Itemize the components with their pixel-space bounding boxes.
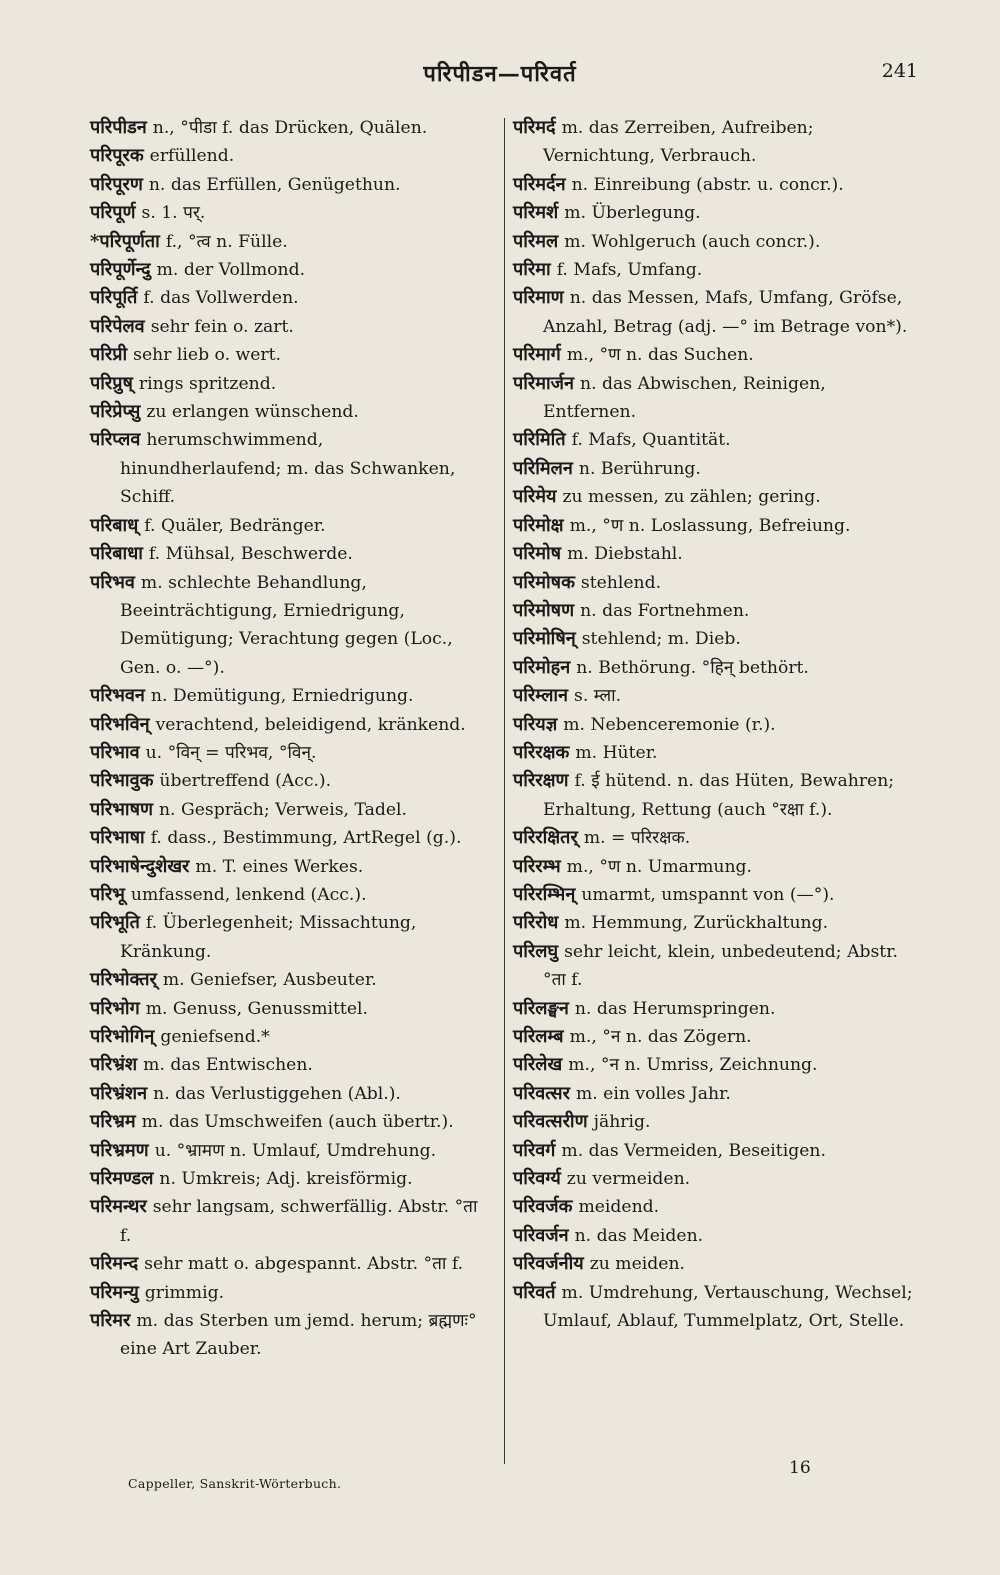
- dictionary-entry: [513, 171, 921, 199]
- entry-definition: sehr langsam, schwerfällig. Abstr. °ता f.: [120, 1197, 478, 1246]
- entry-headword: परिभोगिन्: [90, 1026, 155, 1047]
- entry-headword: परिभ्रंश: [90, 1054, 138, 1076]
- entry-definition: m. Hüter.: [575, 742, 658, 763]
- entry-definition: m. das Vermeiden, Beseitigen.: [561, 1140, 826, 1161]
- entry-headword: परिमोषिन्: [513, 628, 576, 650]
- dictionary-entry: [513, 1279, 921, 1336]
- dictionary-entry: [513, 540, 921, 568]
- entry-definition: n. Berührung.: [578, 458, 701, 479]
- publisher-imprint: Cappeller, Sanskrit-Wörterbuch.: [128, 1476, 342, 1491]
- dictionary-entry: [90, 796, 490, 824]
- entry-definition: stehlend.: [580, 572, 662, 593]
- entry-definition: m. Überlegung.: [564, 203, 701, 224]
- entry-definition: m., °ण n. das Suchen.: [566, 345, 754, 366]
- dictionary-entry: [90, 228, 490, 256]
- dictionary-entry: [90, 1023, 490, 1051]
- column-divider: [504, 118, 505, 1464]
- entry-headword: परिवर्जनीय: [513, 1253, 584, 1275]
- entry-headword: परिभावुक: [90, 770, 154, 792]
- dictionary-entry: [513, 512, 921, 540]
- entry-headword: परिप्री: [90, 344, 128, 366]
- entry-definition: n. das Erfüllen, Genügethun.: [148, 174, 401, 195]
- entry-headword: परिरक्षण: [513, 770, 569, 792]
- entry-headword: परिमर्दन: [513, 173, 566, 195]
- entry-headword: परिवर्ग्य: [513, 1168, 561, 1190]
- entry-definition: sehr lieb o. wert.: [133, 345, 281, 366]
- entry-headword: परिवत्सरीण: [513, 1111, 588, 1133]
- entry-headword: परिमिलन: [513, 457, 573, 479]
- left-column: [90, 114, 490, 1364]
- signature-mark: 16: [789, 1458, 811, 1478]
- entry-definition: n. Demütigung, Erniedrigung.: [150, 686, 414, 707]
- entry-headword: परिरक्षक: [513, 741, 570, 763]
- dictionary-entry: [90, 1108, 490, 1136]
- entry-definition: n., °पीडा f. das Drücken, Quälen.: [152, 118, 428, 138]
- entry-definition: m., °ण n. Loslassung, Befreiung.: [569, 515, 851, 536]
- entry-headword: परिवर्ग: [513, 1139, 556, 1161]
- entry-definition: f. Mafs, Quantität.: [571, 430, 731, 451]
- dictionary-entry: [90, 370, 490, 398]
- dictionary-entry: [513, 1250, 921, 1278]
- entry-headword: परिपीडन: [90, 117, 147, 138]
- dictionary-entry: [513, 1023, 921, 1051]
- entry-headword: परिमाण: [513, 287, 564, 309]
- entry-definition: erfüllend.: [149, 146, 235, 167]
- dictionary-entry: [90, 1307, 490, 1364]
- entry-headword: परिमोहन: [513, 656, 571, 678]
- entry-headword: परिम्लान: [513, 685, 569, 707]
- entry-definition: f. dass., Bestimmung, ArtRegel (g.).: [150, 828, 462, 849]
- dictionary-entry: [90, 739, 490, 767]
- entry-headword: परिमार्जन: [513, 372, 575, 394]
- dictionary-entry: [513, 426, 921, 454]
- entry-headword: परिरक्षितर्: [513, 827, 578, 849]
- running-head: परिपीडन—परिवर्त: [423, 61, 577, 87]
- dictionary-entry: [90, 512, 490, 540]
- dictionary-entry: [90, 569, 490, 683]
- entry-definition: f. ई hütend. n. das Hüten, Bewahren; Erhaltung, Rettung (auch °रक्षा f.).: [543, 771, 895, 820]
- entry-definition: n. Umkreis; Adj. kreisförmig.: [159, 1169, 413, 1190]
- dictionary-entry: [90, 966, 490, 994]
- entry-headword: परिमल: [513, 230, 559, 252]
- entry-headword: परिबाध्: [90, 514, 139, 536]
- dictionary-entry: [513, 853, 921, 881]
- dictionary-entry: [513, 682, 921, 710]
- entry-headword: परिभोक्तर्: [90, 969, 157, 991]
- dictionary-entry: [513, 284, 921, 341]
- entry-headword: परिलेख: [513, 1054, 563, 1076]
- dictionary-entry: [90, 909, 490, 966]
- entry-headword: परिरम्भिन्: [513, 883, 576, 905]
- page-number: 241: [881, 60, 918, 82]
- entry-definition: zu erlangen wünschend.: [146, 402, 359, 423]
- entry-definition: n. das Meiden.: [574, 1225, 704, 1246]
- entry-definition: m., °न n. das Zögern.: [569, 1027, 752, 1047]
- entry-headword: परिवर्जक: [513, 1196, 573, 1218]
- entry-headword: परिमन्यु: [90, 1281, 139, 1303]
- entry-headword: परिपूर्ति: [90, 287, 138, 309]
- entry-headword: परिपूरण: [90, 173, 143, 195]
- entry-definition: m., °ण n. Umarmung.: [566, 856, 752, 877]
- dictionary-entry: [513, 625, 921, 653]
- entry-definition: stehlend; m. Dieb.: [581, 629, 741, 650]
- entry-headword: परिप्लव: [90, 429, 141, 451]
- entry-definition: m. das Umschweifen (auch übertr.).: [141, 1112, 454, 1133]
- dictionary-entry: [513, 909, 921, 937]
- entry-definition: f. Überlegenheit; Missachtung, Kränkung.: [120, 913, 417, 962]
- dictionary-entry: [90, 1165, 490, 1193]
- entry-headword: परिपूरक: [90, 145, 144, 167]
- entry-definition: m. ein volles Jahr.: [575, 1083, 731, 1104]
- entry-definition: m., °न n. Umriss, Zeichnung.: [568, 1055, 818, 1076]
- entry-definition: m. Umdrehung, Vertauschung, Wechsel; Umlauf, Ablauf, Tummelplatz, Ort, Stelle.: [543, 1282, 913, 1332]
- entry-definition: umarmt, umspannt von (—°).: [581, 884, 835, 905]
- entry-definition: s. 1. पर्.: [141, 203, 206, 224]
- dictionary-entry: [90, 256, 490, 284]
- entry-headword: परिलङ्घन: [513, 997, 569, 1019]
- dictionary-entry: [90, 1279, 490, 1307]
- entry-definition: n. das Herumspringen.: [574, 998, 776, 1019]
- entry-headword: परिमर्द: [513, 117, 556, 138]
- dictionary-entry: [513, 1222, 921, 1250]
- entry-definition: n. das Fortnehmen.: [580, 600, 750, 621]
- dictionary-entry: [513, 1193, 921, 1221]
- entry-definition: sehr leicht, klein, unbedeutend; Abstr. °ता f.: [543, 941, 898, 991]
- dictionary-entry: [513, 455, 921, 483]
- entry-definition: u. °भ्रामण n. Umlauf, Umdrehung.: [154, 1140, 437, 1161]
- entry-definition: n. das Abwischen, Reinigen, Entfernen.: [543, 373, 826, 423]
- entry-headword: परिमेय: [513, 486, 557, 508]
- entry-definition: m. der Vollmond.: [156, 260, 306, 281]
- dictionary-entry: [513, 654, 921, 682]
- entry-definition: n. das Verlustiggehen (Abl.).: [153, 1083, 401, 1104]
- dictionary-entry: [90, 1193, 490, 1250]
- dictionary-entry: [90, 1137, 490, 1165]
- entry-definition: n. das Messen, Mafs, Umfang, Gröfse, Anzahl, Betrag (adj. —° im Betrage von*).: [543, 288, 908, 337]
- dictionary-entry: [513, 881, 921, 909]
- entry-headword: परिबाधा: [90, 543, 143, 565]
- dictionary-entry: [90, 341, 490, 369]
- entry-headword: परिमर्श: [513, 202, 559, 224]
- dictionary-entry: [90, 398, 490, 426]
- dictionary-entry: [513, 1080, 921, 1108]
- dictionary-entry: [90, 199, 490, 227]
- entry-headword: *परिपूर्णता: [90, 230, 160, 252]
- entry-definition: m. = परिरक्षक.: [583, 828, 691, 849]
- dictionary-entry: [90, 824, 490, 852]
- entry-definition: zu meiden.: [589, 1254, 685, 1275]
- dictionary-entry: [90, 1250, 490, 1278]
- entry-headword: परिवर्जन: [513, 1224, 569, 1246]
- dictionary-entry: [513, 739, 921, 767]
- entry-headword: परिभाषेन्दुशेखर: [90, 855, 190, 877]
- entry-definition: f., °त्व n. Fülle.: [165, 231, 288, 252]
- entry-definition: sehr matt o. abgespannt. Abstr. °ता f.: [144, 1254, 464, 1275]
- entry-definition: m. Geniefser, Ausbeuter.: [162, 970, 377, 991]
- entry-headword: परिमिति: [513, 429, 566, 451]
- entry-headword: परिमोष: [513, 543, 562, 565]
- entry-definition: übertreffend (Acc.).: [159, 771, 332, 792]
- entry-headword: परिवर्त: [513, 1281, 556, 1303]
- dictionary-entry: [513, 1051, 921, 1079]
- right-column: [513, 114, 921, 1335]
- dictionary-entry: [90, 114, 490, 142]
- entry-headword: परिरम्भ: [513, 855, 561, 877]
- entry-definition: n. Gespräch; Verweis, Tadel.: [158, 799, 407, 820]
- dictionary-entry: [513, 199, 921, 227]
- dictionary-entry: [90, 171, 490, 199]
- dictionary-entry: [513, 711, 921, 739]
- entry-headword: परिभव: [90, 571, 135, 593]
- entry-headword: परिवत्सर: [513, 1082, 570, 1104]
- entry-definition: u. °विन् = परिभव, °विन्.: [145, 742, 317, 763]
- dictionary-entry: [90, 767, 490, 795]
- entry-definition: jährig.: [593, 1112, 651, 1133]
- dictionary-entry: [513, 256, 921, 284]
- entry-definition: umfassend, lenkend (Acc.).: [130, 884, 367, 905]
- entry-headword: परिपेलव: [90, 315, 145, 337]
- entry-definition: grimmig.: [144, 1282, 225, 1303]
- entry-definition: zu messen, zu zählen; gering.: [562, 487, 821, 508]
- entry-headword: परिप्रेप्सु: [90, 401, 141, 423]
- dictionary-entry: [513, 228, 921, 256]
- entry-definition: m. Nebenceremonie (r.).: [563, 714, 776, 735]
- entry-definition: m. das Entwischen.: [143, 1055, 313, 1076]
- dictionary-entry: [513, 767, 921, 824]
- entry-headword: परिपूर्ण: [90, 202, 136, 224]
- entry-headword: परिभूति: [90, 912, 140, 934]
- entry-headword: परिमोषक: [513, 571, 575, 593]
- entry-headword: परिमा: [513, 259, 551, 281]
- dictionary-entry: [513, 824, 921, 852]
- entry-headword: परिभू: [90, 883, 125, 905]
- entry-headword: परिभविन्: [90, 713, 150, 735]
- entry-headword: परिमन्थर: [90, 1196, 147, 1218]
- entry-headword: परिमन्द: [90, 1253, 139, 1275]
- entry-definition: sehr fein o. zart.: [150, 316, 294, 337]
- entry-definition: m. das Zerreiben, Aufreiben; Vernichtung, Verbrauch.: [543, 118, 814, 167]
- dictionary-entry: [90, 313, 490, 341]
- dictionary-entry: [90, 853, 490, 881]
- dictionary-entry: [513, 995, 921, 1023]
- dictionary-entry: [513, 569, 921, 597]
- entry-headword: परिमोक्ष: [513, 514, 564, 536]
- entry-definition: m. das Sterben um jemd. herum; ब्रह्मणः° eine Art Zauber.: [120, 1311, 477, 1360]
- entry-definition: m. Genuss, Genussmittel.: [145, 998, 368, 1019]
- dictionary-entry: [513, 114, 921, 171]
- entry-definition: f. das Vollwerden.: [143, 288, 299, 309]
- dictionary-entry: [513, 1108, 921, 1136]
- dictionary-entry: [90, 426, 490, 511]
- dictionary-entry: [90, 142, 490, 170]
- dictionary-entry: [513, 1137, 921, 1165]
- dictionary-entry: [513, 370, 921, 427]
- entry-definition: verachtend, beleidigend, kränkend.: [155, 714, 466, 735]
- entry-headword: परिलम्ब: [513, 1026, 564, 1047]
- dictionary-entry: [90, 284, 490, 312]
- entry-headword: परिरोध: [513, 912, 559, 934]
- dictionary-entry: [90, 1051, 490, 1079]
- entry-definition: f. Mühsal, Beschwerde.: [148, 544, 353, 565]
- entry-headword: परिभवन: [90, 685, 145, 707]
- dictionary-entry: [90, 682, 490, 710]
- entry-headword: परिभ्रंशन: [90, 1082, 148, 1104]
- entry-definition: m. Diebstahl.: [567, 544, 683, 565]
- entry-definition: rings spritzend.: [138, 373, 277, 394]
- entry-headword: परिभाषा: [90, 827, 145, 849]
- entry-headword: परिभोग: [90, 997, 140, 1019]
- dictionary-entry: [513, 597, 921, 625]
- entry-definition: m. Hemmung, Zurückhaltung.: [564, 913, 829, 934]
- entry-headword: परिभ्रम: [90, 1111, 136, 1133]
- entry-headword: परिमार्ग: [513, 344, 561, 366]
- dictionary-entry: [513, 341, 921, 369]
- entry-headword: परिभाव: [90, 741, 140, 763]
- entry-definition: n. Einreibung (abstr. u. concr.).: [571, 174, 844, 195]
- dictionary-entry: [90, 995, 490, 1023]
- entry-headword: परिमण्डल: [90, 1168, 154, 1190]
- entry-headword: परिभाषण: [90, 798, 153, 820]
- entry-definition: f. Mafs, Umfang.: [556, 260, 703, 281]
- entry-definition: m. T. eines Werkes.: [195, 856, 364, 877]
- entry-definition: herumschwimmend, hinundherlaufend; m. das Schwanken, Schiff.: [120, 430, 456, 508]
- dictionary-entry: [90, 540, 490, 568]
- dictionary-entry: [513, 483, 921, 511]
- dictionary-entry: [90, 711, 490, 739]
- entry-definition: geniefsend.*: [160, 1027, 270, 1047]
- entry-headword: परिपूर्णेन्दु: [90, 259, 151, 281]
- entry-headword: परिमर: [90, 1310, 131, 1332]
- dictionary-entry: [90, 881, 490, 909]
- entry-headword: परिमोषण: [513, 599, 575, 621]
- entry-headword: परिभ्रमण: [90, 1139, 149, 1161]
- dictionary-entry: [513, 938, 921, 995]
- dictionary-entry: [90, 1080, 490, 1108]
- entry-definition: zu vermeiden.: [566, 1169, 691, 1190]
- entry-definition: meidend.: [578, 1197, 660, 1218]
- entry-headword: परिप्रुष्: [90, 372, 133, 394]
- entry-definition: s. म्ला.: [574, 686, 622, 707]
- entry-definition: m. schlechte Behandlung, Beeinträchtigung, Erniedrigung, Demütigung; Verachtung gegen (Loc., Gen. o. —°).: [120, 572, 453, 678]
- entry-headword: परियज्ञ: [513, 713, 558, 735]
- entry-definition: m. Wohlgeruch (auch concr.).: [564, 231, 821, 252]
- entry-headword: परिलघु: [513, 940, 559, 962]
- entry-definition: f. Quäler, Bedränger.: [144, 515, 326, 536]
- entry-definition: n. Bethörung. °हिन् bethört.: [576, 657, 809, 678]
- dictionary-entry: [513, 1165, 921, 1193]
